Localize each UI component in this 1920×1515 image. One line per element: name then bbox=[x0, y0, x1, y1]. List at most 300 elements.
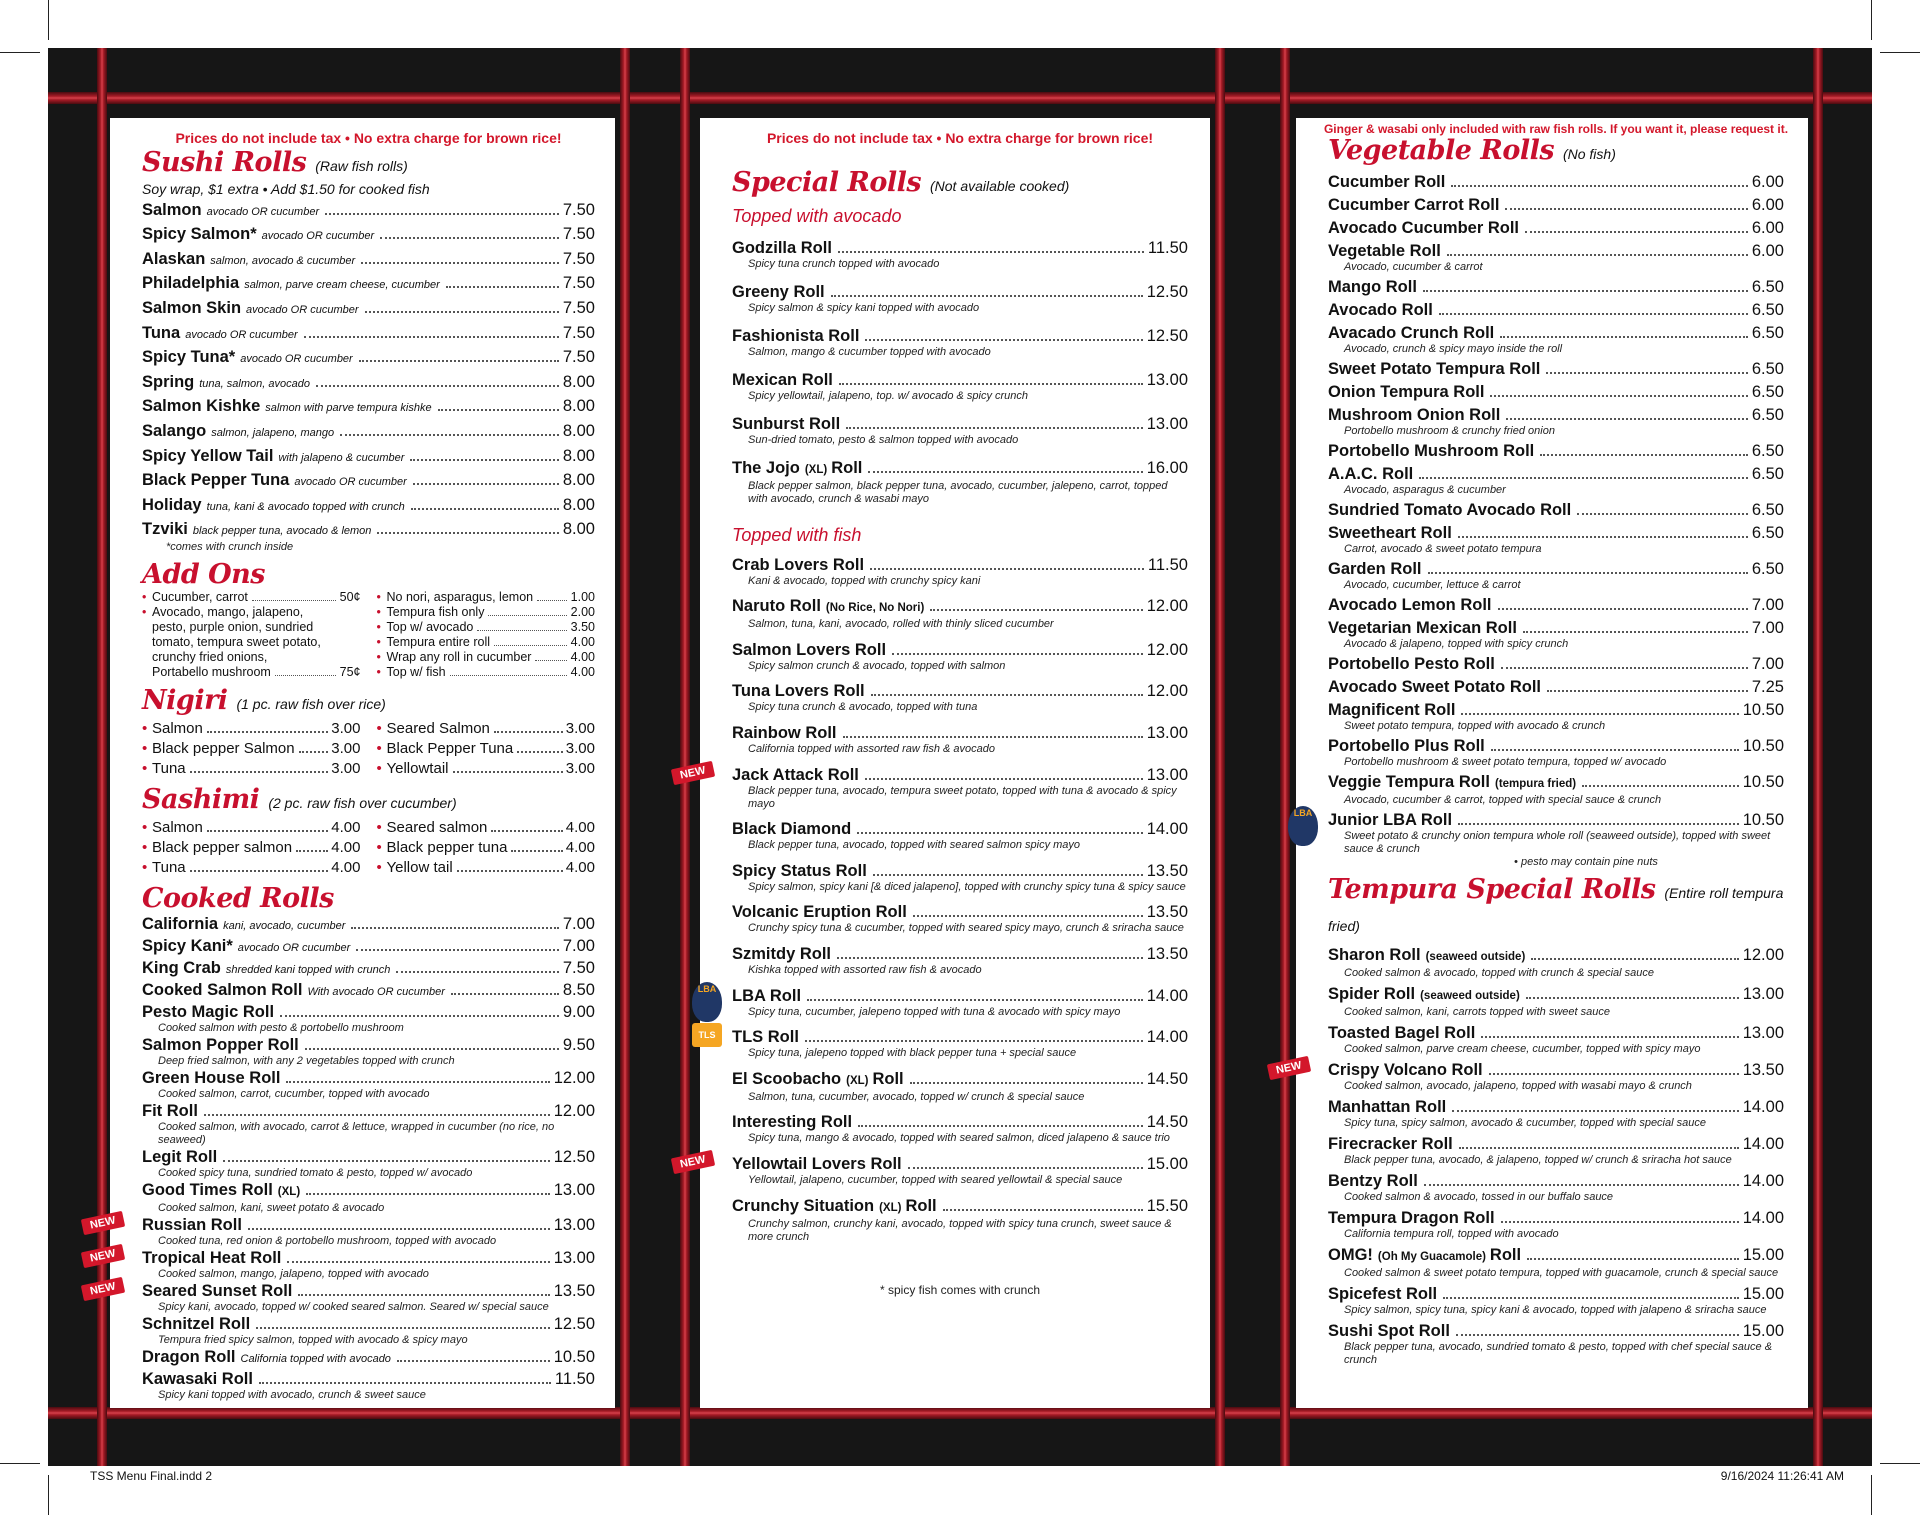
leader-dots bbox=[1423, 290, 1748, 292]
item-name: Portobello Plus Roll bbox=[1328, 737, 1485, 755]
price-row bbox=[377, 838, 596, 858]
leader-dots bbox=[1489, 1073, 1739, 1075]
item-price: 12.50 bbox=[553, 1315, 595, 1334]
item-price: 11.50 bbox=[554, 1370, 595, 1389]
item-price: 15.00 bbox=[1742, 1285, 1784, 1303]
item-price: 12.00 bbox=[1146, 682, 1188, 701]
notice-right: Ginger & wasabi only included with raw fish rolls. If you want it, please request it. bbox=[1323, 122, 1789, 136]
item-name: Spicy Salmon* bbox=[142, 225, 257, 244]
item-name: Avocado Lemon Roll bbox=[1328, 596, 1492, 614]
item-name: Sweet Potato Tempura Roll bbox=[1328, 360, 1541, 378]
menu-item bbox=[142, 1068, 595, 1101]
leader-dots bbox=[1500, 336, 1748, 338]
item-name: Sushi Spot Roll bbox=[1328, 1322, 1450, 1340]
leader-dots bbox=[1458, 823, 1739, 825]
menu-item-row bbox=[142, 1314, 595, 1334]
bullet: • bbox=[376, 819, 382, 837]
menu-item bbox=[1328, 441, 1784, 461]
item-description: Spicy kani topped with avocado, crunch & sweet sauce bbox=[158, 1389, 426, 1402]
leader-dots bbox=[913, 915, 1143, 917]
menu-item-row bbox=[732, 1154, 1188, 1174]
addon-row bbox=[142, 590, 361, 605]
item-price: 3.00 bbox=[331, 720, 361, 738]
menu-item-row bbox=[732, 723, 1188, 743]
item-name: LBA Roll bbox=[732, 986, 802, 1005]
leader-dots bbox=[256, 1327, 550, 1329]
leader-dots bbox=[1506, 418, 1748, 420]
menu-item-row bbox=[142, 323, 595, 345]
footer-date: 9/16/2024 11:26:41 AM bbox=[1720, 1469, 1844, 1483]
leader-dots bbox=[457, 870, 563, 872]
item-price: 4.00 bbox=[565, 859, 595, 877]
item-price: 4.00 bbox=[565, 819, 595, 837]
leader-dots bbox=[1447, 254, 1748, 256]
item-name: Green House Roll bbox=[142, 1069, 281, 1088]
leader-dots bbox=[207, 731, 328, 733]
menu-item-row bbox=[1328, 736, 1784, 756]
leader-dots bbox=[807, 999, 1143, 1001]
item-price: 13.00 bbox=[1146, 723, 1188, 742]
leader-dots bbox=[1461, 713, 1738, 715]
menu-item bbox=[732, 1196, 1188, 1244]
item-name: The Jojo bbox=[732, 459, 800, 477]
item-name: Spicy Tuna* bbox=[142, 348, 236, 367]
menu-item bbox=[732, 414, 1188, 447]
leader-dots bbox=[805, 1040, 1143, 1042]
item-description: Deep fried salmon, with any 2 vegetables topped with crunch bbox=[158, 1055, 455, 1068]
item-price: 12.00 bbox=[1146, 640, 1188, 659]
menu-item bbox=[142, 1035, 595, 1068]
item-description: Spicy tuna, jalepeno topped with black pepper tuna + special sauce bbox=[748, 1047, 1077, 1060]
price-row bbox=[377, 739, 596, 759]
leader-dots bbox=[843, 736, 1143, 738]
bullet bbox=[142, 620, 152, 635]
menu-item-row bbox=[142, 298, 595, 320]
addons-title: Add Ons bbox=[142, 559, 265, 591]
leader-dots bbox=[858, 1125, 1143, 1127]
leader-dots bbox=[1531, 958, 1738, 960]
panel-right bbox=[1275, 118, 1808, 1408]
item-price: 13.00 bbox=[1742, 1024, 1784, 1042]
addon-row bbox=[377, 605, 596, 620]
item-description: Black pepper salmon, black pepper tuna, avocado, cucumber, jalepeno, carrot, topped with avocado, crunch & wasabi mayo bbox=[748, 480, 1168, 505]
item-price: 7.50 bbox=[562, 249, 595, 268]
leader-dots bbox=[1577, 513, 1748, 515]
menu-item-row bbox=[1328, 1245, 1784, 1267]
special-footnote: * spicy fish comes with crunch bbox=[879, 1282, 1041, 1297]
leader-dots bbox=[1547, 690, 1748, 692]
menu-item bbox=[142, 519, 595, 541]
item-name: Cucumber Carrot Roll bbox=[1328, 196, 1500, 214]
item-name: Yellowtail bbox=[386, 760, 449, 778]
menu-item-row bbox=[732, 1196, 1188, 1218]
item-name: Kawasaki Roll bbox=[142, 1370, 253, 1389]
item-price: 6.50 bbox=[1751, 406, 1784, 424]
item-tag: (No Rice, No Nori) bbox=[825, 602, 925, 615]
bullet: • bbox=[142, 740, 148, 758]
leader-dots bbox=[411, 508, 559, 510]
leader-dots bbox=[1451, 185, 1748, 187]
sushi-title: Sushi Rolls (Raw fish rolls) bbox=[142, 147, 408, 178]
item-name: Philadelphia bbox=[142, 274, 240, 293]
leader-dots bbox=[535, 650, 566, 661]
item-price: 7.50 bbox=[562, 323, 595, 342]
menu-item-row bbox=[732, 640, 1188, 660]
menu-item-row bbox=[1328, 772, 1784, 794]
menu-item bbox=[732, 596, 1188, 631]
item-price: 12.00 bbox=[553, 1102, 595, 1121]
leader-dots bbox=[397, 1360, 550, 1362]
menu-item-row bbox=[1328, 618, 1784, 638]
menu-item-row bbox=[732, 326, 1188, 346]
menu-item bbox=[142, 249, 595, 271]
menu-item bbox=[1328, 1097, 1784, 1130]
item-price: 10.50 bbox=[553, 1348, 595, 1367]
menu-item-row bbox=[1328, 559, 1784, 579]
menu-item-row bbox=[142, 1248, 595, 1268]
new-badge: NEW bbox=[1267, 1056, 1311, 1080]
item-desc: avocado OR cucumber bbox=[185, 328, 298, 341]
item-name: Junior LBA Roll bbox=[1328, 811, 1453, 829]
item-price: 7.00 bbox=[562, 937, 595, 956]
item-name: Manhattan Roll bbox=[1328, 1098, 1447, 1116]
leader-dots bbox=[1582, 785, 1739, 787]
item-price: 11.50 bbox=[1147, 555, 1188, 574]
item-desc: avocado OR cucumber bbox=[206, 205, 320, 218]
item-name: Magnificent Roll bbox=[1328, 701, 1456, 719]
item-description: Spicy salmon crunch & avocado, topped with salmon bbox=[748, 659, 1006, 672]
item-description: Spicy yellowtail, jalapeno, top. w/ avocado & spicy crunch bbox=[748, 390, 1029, 402]
menu-item bbox=[142, 1347, 595, 1369]
item-description: Spicy tuna, cucumber, jalepeno topped with tuna & avocado with spicy mayo bbox=[748, 1005, 1121, 1018]
menu-item-row bbox=[142, 1035, 595, 1055]
menu-item-row bbox=[142, 1180, 595, 1202]
item-price: 6.50 bbox=[1751, 301, 1784, 319]
menu-item-row bbox=[732, 555, 1188, 575]
item-price: 3.00 bbox=[331, 740, 361, 758]
tempura-list bbox=[1275, 945, 1784, 1367]
price-row bbox=[142, 759, 361, 779]
price-row bbox=[142, 838, 361, 858]
item-name: Salmon bbox=[152, 720, 203, 738]
bullet: • bbox=[376, 760, 382, 778]
footer-file: TSS Menu Final.indd 2 bbox=[90, 1469, 213, 1483]
item-price: 8.50 bbox=[562, 981, 595, 1000]
leader-dots bbox=[190, 870, 329, 872]
addon-price: 50¢ bbox=[339, 590, 361, 605]
item-desc: salmon, avocado & cucumber bbox=[210, 254, 356, 267]
item-price: 6.50 bbox=[1751, 360, 1784, 378]
item-price: 4.00 bbox=[565, 839, 595, 857]
item-desc: black pepper tuna, avocado & lemon bbox=[192, 525, 372, 538]
menu-item-row bbox=[142, 396, 595, 418]
bullet: • bbox=[376, 859, 382, 877]
item-name: Tropical Heat Roll bbox=[142, 1249, 282, 1268]
item-description: Crunchy salmon, crunchy kani, avocado, topped with spicy tuna crunch, sweet sauce & more crunch bbox=[748, 1217, 1172, 1243]
item-price: 15.00 bbox=[1742, 1246, 1784, 1264]
menu-item-row bbox=[732, 1027, 1188, 1047]
item-price: 6.00 bbox=[1751, 173, 1784, 191]
menu-item-row bbox=[142, 1215, 595, 1235]
menu-item bbox=[732, 458, 1188, 506]
leader-dots bbox=[361, 262, 559, 264]
item-price: 10.50 bbox=[1742, 737, 1784, 755]
bullet: • bbox=[376, 720, 382, 738]
menu-item bbox=[142, 1101, 595, 1147]
item-price: 7.00 bbox=[562, 915, 595, 934]
item-name: Tzviki bbox=[142, 520, 188, 539]
item-price: 3.00 bbox=[565, 760, 595, 778]
item-description: Cooked salmon, with avocado, carrot & lettuce, wrapped in cucumber (no rice, no seaweed) bbox=[158, 1121, 555, 1147]
item-price: 6.00 bbox=[1751, 219, 1784, 237]
leader-dots bbox=[356, 949, 559, 951]
menu-item bbox=[732, 238, 1188, 271]
menu-item bbox=[1328, 523, 1784, 556]
item-price: 9.50 bbox=[562, 1036, 595, 1055]
menu-item bbox=[142, 372, 595, 394]
item-name: Avocado Cucumber Roll bbox=[1328, 219, 1519, 237]
addons-grid bbox=[142, 590, 595, 680]
item-name: Crab Lovers Roll bbox=[732, 555, 865, 574]
item-price: 6.50 bbox=[1751, 524, 1784, 542]
panel-middle bbox=[679, 118, 1210, 1408]
menu-item-row bbox=[142, 249, 595, 271]
item-name: Toasted Bagel Roll bbox=[1328, 1024, 1476, 1042]
menu-item bbox=[697, 983, 1188, 1019]
menu-item bbox=[732, 640, 1188, 673]
menu-item bbox=[142, 1147, 595, 1180]
leader-dots bbox=[296, 850, 328, 852]
bullet: • bbox=[376, 665, 381, 680]
menu-item-row bbox=[142, 519, 595, 541]
menu-item bbox=[142, 273, 595, 295]
leader-dots bbox=[1419, 477, 1748, 479]
item-name: Tuna bbox=[152, 859, 186, 877]
item-name: Spider Roll bbox=[1328, 985, 1416, 1003]
leader-dots bbox=[910, 1082, 1143, 1084]
leader-dots bbox=[892, 653, 1143, 655]
menu-item-row bbox=[1328, 464, 1784, 484]
menu-item-row bbox=[732, 986, 1188, 1006]
notice-left: Prices do not include tax • No extra charge for brown rice! bbox=[175, 130, 562, 146]
sashimi-title: Sashimi (2 pc. raw fish over cucumber) bbox=[142, 784, 457, 816]
item-name: Black pepper Salmon bbox=[152, 740, 295, 758]
item-name: Godzilla Roll bbox=[732, 239, 832, 257]
menu-item bbox=[142, 1180, 595, 1215]
menu-item-row bbox=[142, 980, 595, 1002]
menu-item-row bbox=[1328, 595, 1784, 615]
menu-item bbox=[1328, 300, 1784, 320]
item-price: 8.00 bbox=[562, 446, 595, 465]
nigiri-grid bbox=[142, 719, 595, 779]
item-description: Spicy tuna, spicy salmon, avocado & cucumber, topped with special sauce bbox=[1344, 1117, 1706, 1129]
leader-dots bbox=[286, 1081, 549, 1083]
leader-dots bbox=[1498, 608, 1748, 610]
logo-badge: TLS bbox=[692, 1023, 722, 1047]
leader-dots bbox=[494, 731, 563, 733]
menu-item bbox=[1328, 654, 1784, 674]
bullet: • bbox=[142, 590, 147, 605]
addon-text: Cucumber, carrot bbox=[152, 590, 248, 605]
item-price: 15.00 bbox=[1742, 1322, 1784, 1340]
item-name: Salango bbox=[142, 421, 207, 440]
item-name: Black pepper salmon bbox=[152, 839, 293, 857]
menu-item-row bbox=[732, 596, 1188, 618]
menu-item bbox=[142, 470, 595, 492]
menu-item-row bbox=[1328, 1023, 1784, 1043]
item-name: Szmitdy Roll bbox=[732, 944, 832, 963]
item-description: Cooked salmon, kani, sweet potato & avocado bbox=[158, 1202, 385, 1215]
item-name: Black Pepper Tuna bbox=[386, 740, 514, 758]
item-price: 6.50 bbox=[1751, 278, 1784, 296]
leader-dots bbox=[275, 665, 336, 676]
leader-dots bbox=[537, 590, 567, 601]
menu-item-row bbox=[1328, 241, 1784, 261]
item-name: El Scoobacho bbox=[732, 1069, 842, 1088]
vegetable-footnote: • pesto may contain pine nuts bbox=[1514, 856, 1658, 868]
item-name: Firecracker Roll bbox=[1328, 1135, 1453, 1153]
item-desc: avocado OR cucumber bbox=[237, 942, 351, 955]
leader-dots bbox=[453, 771, 563, 773]
menu-item bbox=[142, 421, 595, 443]
leader-dots bbox=[1424, 1184, 1739, 1186]
leader-dots bbox=[873, 874, 1143, 876]
menu-item bbox=[142, 1369, 595, 1402]
addon-text: Portabello mushroom bbox=[152, 665, 271, 680]
item-tag: (XL) bbox=[846, 1074, 869, 1087]
item-desc: salmon, parve cream cheese, cucumber bbox=[244, 279, 440, 292]
menu-item bbox=[142, 958, 595, 980]
item-name: Volcanic Eruption Roll bbox=[732, 903, 907, 922]
addon-text: pesto, purple onion, sundried bbox=[152, 620, 314, 635]
item-name: Black Diamond bbox=[732, 820, 852, 839]
item-price: 10.50 bbox=[1742, 701, 1784, 719]
item-price: 7.00 bbox=[1751, 596, 1784, 614]
item-name-suffix: Roll bbox=[905, 1196, 937, 1215]
menu-item-row bbox=[142, 958, 595, 980]
item-name: Salmon Kishke bbox=[142, 397, 261, 416]
item-desc: salmon with parve tempura kishke bbox=[265, 402, 432, 415]
vegetable-list bbox=[1293, 172, 1784, 856]
item-name: Black pepper tuna bbox=[386, 839, 508, 857]
item-description: Sweet potato tempura, topped with avocado & crunch bbox=[1344, 720, 1606, 732]
item-price: 7.50 bbox=[562, 348, 595, 367]
special-list-avocado bbox=[732, 238, 1188, 506]
item-price: 7.00 bbox=[1751, 619, 1784, 637]
logo-badge: LBA bbox=[1288, 806, 1318, 846]
item-name: Naruto Roll bbox=[732, 597, 821, 616]
addon-price: 75¢ bbox=[339, 665, 361, 680]
item-price: 6.50 bbox=[1751, 442, 1784, 460]
leader-dots bbox=[1527, 1258, 1739, 1260]
leader-dots bbox=[930, 609, 1142, 611]
item-name: Cucumber Roll bbox=[1328, 173, 1446, 191]
menu-item-row bbox=[1328, 500, 1784, 520]
bullet: • bbox=[376, 605, 381, 620]
leader-dots bbox=[287, 1261, 549, 1263]
menu-item-row bbox=[1328, 323, 1784, 343]
menu-item bbox=[732, 861, 1188, 894]
item-name: Tempura Dragon Roll bbox=[1328, 1209, 1495, 1227]
menu-item-row bbox=[1328, 945, 1784, 967]
addon-price: 2.00 bbox=[570, 605, 595, 620]
menu-item bbox=[1328, 464, 1784, 497]
item-description: Spicy kani, avocado, topped w/ cooked seared salmon. Seared w/ special sauce bbox=[158, 1301, 549, 1314]
item-name: Spicy Yellow Tail bbox=[142, 446, 274, 465]
menu-item bbox=[1328, 618, 1784, 651]
item-name: Fashionista Roll bbox=[732, 327, 860, 345]
menu-item bbox=[1328, 677, 1784, 697]
item-description: Sweet potato & crunchy onion tempura whole roll (seaweed outside), topped with sweet sauce & crunch bbox=[1344, 830, 1771, 855]
item-name: Tuna bbox=[152, 760, 186, 778]
item-name: Spring bbox=[142, 372, 195, 391]
item-price: 14.00 bbox=[1742, 1172, 1784, 1190]
menu-item-row bbox=[142, 200, 595, 222]
leader-dots bbox=[943, 1209, 1143, 1211]
addon-row bbox=[142, 635, 361, 650]
item-description: Salmon, tuna, kani, avocado, rolled with thinly sliced cucumber bbox=[748, 618, 1054, 631]
item-price: 6.50 bbox=[1751, 465, 1784, 483]
item-name: TLS Roll bbox=[732, 1028, 799, 1047]
item-name: Spicefest Roll bbox=[1328, 1285, 1438, 1303]
leader-dots bbox=[1525, 231, 1748, 233]
item-description: California topped with assorted raw fish & avocado bbox=[748, 742, 996, 755]
item-name: Salmon Lovers Roll bbox=[732, 640, 887, 659]
item-name: Alaskan bbox=[142, 249, 206, 268]
leader-dots bbox=[1546, 372, 1747, 374]
cooked-title: Cooked Rolls bbox=[142, 883, 334, 915]
menu-item bbox=[89, 1214, 595, 1248]
menu-item bbox=[1328, 772, 1784, 807]
item-price: 6.50 bbox=[1751, 324, 1784, 342]
item-price: 16.00 bbox=[1146, 459, 1188, 477]
item-description: Cooked salmon, avocado, jalapeno, topped with wasabi mayo & crunch bbox=[1344, 1080, 1692, 1092]
item-description: California tempura roll, topped with avocado bbox=[1344, 1228, 1559, 1240]
leader-dots bbox=[380, 237, 559, 239]
leader-dots bbox=[839, 383, 1143, 385]
item-name: Spicy Status Roll bbox=[732, 861, 867, 880]
leader-dots bbox=[868, 471, 1142, 473]
leader-dots bbox=[1523, 631, 1748, 633]
item-name: Salmon bbox=[142, 200, 202, 219]
item-price: 12.50 bbox=[553, 1148, 595, 1167]
leader-dots bbox=[298, 1294, 549, 1296]
leader-dots bbox=[410, 459, 558, 461]
item-name: Cooked Salmon Roll bbox=[142, 981, 303, 1000]
leader-dots bbox=[207, 830, 328, 832]
leader-dots bbox=[190, 771, 329, 773]
item-description: Cooked salmon & sweet potato tempura, topped with guacamole, crunch & special sauce bbox=[1344, 1267, 1779, 1279]
menu-item bbox=[732, 370, 1188, 403]
bullet: • bbox=[142, 839, 148, 857]
price-row bbox=[377, 759, 596, 779]
addon-price: 4.00 bbox=[570, 650, 595, 665]
item-desc: salmon, jalapeno, mango bbox=[211, 426, 335, 439]
leader-dots bbox=[477, 620, 566, 631]
item-description: Black pepper tuna, avocado, sundried tomato & pesto, topped with chef special sauce & crunch bbox=[1344, 1341, 1773, 1366]
item-name: Good Times Roll bbox=[142, 1181, 273, 1200]
item-name: Veggie Tempura Roll bbox=[1328, 773, 1490, 791]
menu-item-row bbox=[142, 936, 595, 958]
menu-item bbox=[1328, 984, 1784, 1019]
item-desc: shredded kani topped with crunch bbox=[225, 964, 391, 977]
menu-item bbox=[142, 936, 595, 958]
leader-dots bbox=[450, 665, 567, 676]
item-description: Cooked salmon, kani, carrots topped with sweet sauce bbox=[1344, 1006, 1610, 1018]
item-tag: (tempura fried) bbox=[1494, 778, 1577, 790]
item-price: 14.00 bbox=[1146, 986, 1188, 1005]
menu-item bbox=[1328, 277, 1784, 297]
